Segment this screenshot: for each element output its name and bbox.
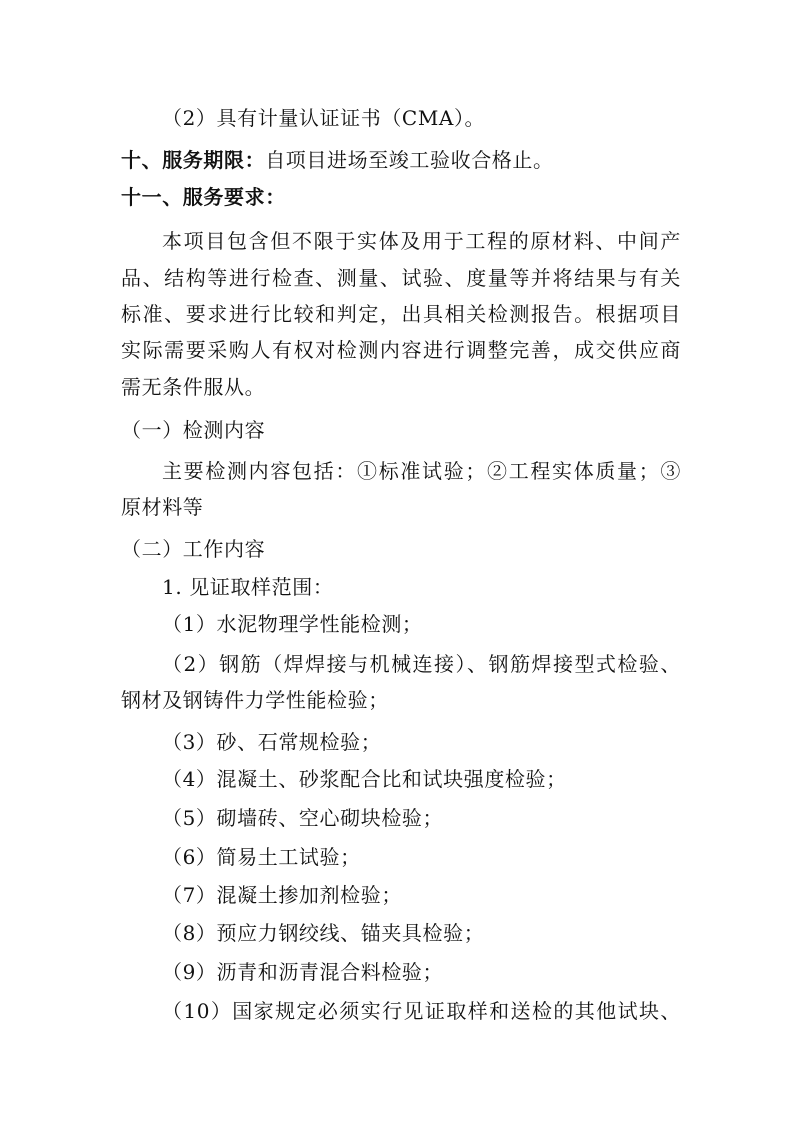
section-11-title — [121, 182, 681, 212]
intro-line-4: 实际需要采购人有权对检测内容进行调整完善，成交供应商 — [121, 338, 681, 362]
list-item: （1）水泥物理学性能检测； — [162, 612, 423, 636]
list-item: （10）国家规定必须实行见证取样和送检的其他试块、 — [162, 999, 681, 1023]
list-item-continuation: 钢材及钢铸件力学性能检验； — [121, 688, 389, 712]
list-item: （4）混凝土、砂浆配合比和试块强度检验； — [162, 767, 567, 791]
section-11-label: 十一、服务要求： — [121, 185, 286, 209]
subsection-2-title: （二）工作内容 — [121, 537, 266, 561]
list-item: （5）砌墙砖、空心砌块检验； — [162, 806, 444, 830]
section-10 — [121, 145, 681, 175]
list-item: （3）砂、石常规检验； — [162, 730, 382, 754]
item-1-title: 1. 见证取样范围： — [162, 575, 334, 599]
list-item: （2）钢筋（焊焊接与机械连接）、钢筋焊接型式检验、 — [162, 652, 681, 676]
list-item: （9）沥青和沥青混合料检验； — [162, 960, 444, 984]
subsection-1-line-2: 原材料等 — [121, 495, 204, 519]
list-item: （8）预应力钢绞线、锚夹具检验； — [162, 921, 485, 945]
intro-line-2: 品、结构等进行检查、测量、试验、度量等并将结果与有关 — [121, 266, 681, 290]
intro-line-3: 标准、要求进行比较和判定，出具相关检测报告。根据项目 — [121, 302, 681, 326]
intro-line-1: 本项目包含但不限于实体及用于工程的原材料、中间产 — [162, 229, 681, 253]
list-item: （7）混凝土掺加剂检验； — [162, 883, 402, 907]
item-cma: （2）具有计量认证证书（CMA）。 — [162, 106, 486, 130]
section-10-text: 自项目进场至竣工验收合格止。 — [265, 148, 554, 172]
section-10-label: 十、服务期限： — [121, 148, 266, 172]
list-item: （6）简易土工试验； — [162, 845, 361, 869]
intro-line-5: 需无条件服从。 — [121, 375, 266, 399]
subsection-1-line-1: 主要检测内容包括：①标准试验；②工程实体质量；③ — [162, 459, 681, 483]
subsection-1-title: （一）检测内容 — [121, 418, 266, 442]
